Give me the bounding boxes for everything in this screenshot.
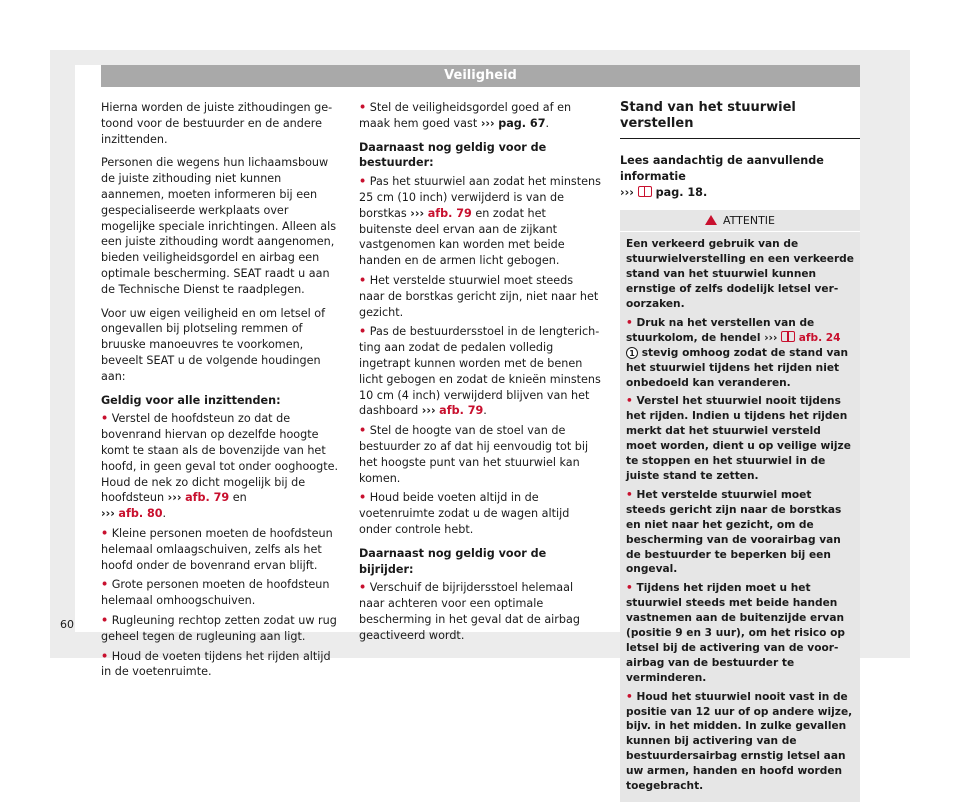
warning-header — [620, 210, 860, 232]
additional-info-note: Lees aandachtig de aanvullende informatie ››› pag. 18. — [620, 154, 824, 199]
bullet-icon: • — [626, 582, 633, 595]
bullet-icon: • — [626, 488, 633, 501]
bullet-icon: • — [359, 491, 367, 505]
subheading: Daarnaast nog geldig voor de bestuurder: — [359, 140, 547, 170]
bullet-icon: • — [359, 581, 367, 595]
reference-arrow-icon: ››› — [764, 331, 778, 344]
section-header: Veiligheid — [101, 65, 860, 87]
figure-link[interactable]: afb. 79 — [427, 206, 472, 220]
paragraph: Personen die wegens hun lichaamsbouw de juiste zithouding niet kunnen aannemen, moeten informeren bij een gespecialiseerde werkplaats over mogelijke speciale inrichtingen. Alleen als een juiste zithouding wordt aangenomen, bieden veiligheidsgordel en airbag een optimale bescherming. SEAT raadt u aan de Technische Dienst te raadplegen. — [101, 156, 337, 296]
page-number: 60 — [60, 618, 74, 631]
bullet-item: • Houd beide voeten altijd in de voetenruimte zodat u de wagen altijd onder controle hebt. — [359, 491, 570, 536]
bullet-item: • Pas de bestuurdersstoel in de lengterichting aan zodat de pedalen volledig ingetrapt kunnen worden met de benen licht gebogen en zodat de knieën minstens 10 cm (4 inch) verwijderd blijven van het dashboard ››› afb. 79. — [359, 325, 601, 418]
bullet-item: • Kleine personen moeten de hoofdsteun helemaal omlaagschuiven, zelfs als het hoofd onder de bovenrand ervan blijft. — [101, 526, 333, 572]
reference-arrow-icon: ››› — [410, 206, 425, 220]
subheading: Daarnaast nog geldig voor de bijrijder: — [359, 546, 547, 576]
warning-bullet: • Houd het stuurwiel nooit vast in de positie van 12 uur of op andere wijze, bijv. in het midden. In zulke gevallen kunnen bij activering van de bestuurdersairbag ernstig letsel aan uw armen, handen en hoofd worden toegebracht. — [626, 690, 853, 793]
warning-label: ATTENTIE — [722, 214, 775, 228]
bullet-icon: • — [626, 395, 633, 408]
warning-paragraph: Een verkeerd gebruik van de stuurwielverstelling en een verkeerde stand van het stuurwiel kunnen ernstige of zelfs dodelijk letsel veroorzaken. — [626, 238, 854, 311]
bullet-icon: • — [626, 690, 633, 703]
page-link[interactable]: pag. 18 — [655, 185, 703, 199]
reference-arrow-icon: ››› — [421, 404, 436, 418]
bullet-icon: • — [101, 412, 109, 426]
reference-arrow-icon: ››› — [480, 116, 495, 130]
figure-link[interactable]: afb. 80 — [118, 507, 163, 521]
bullet-item: • Verschuif de bijrijdersstoel helemaal naar achteren voor een optimale bescherming in het geval dat de airbag geactiveerd wordt. — [359, 581, 580, 642]
reference-arrow-icon: ››› — [101, 507, 115, 521]
warning-bullet: • Druk na het verstellen van de stuurkolom, de hendel ››› afb. 24 1 stevig omhoog zodat de stand van het stuurwiel tijdens het rijden niet onbedoeld kan veranderen. — [626, 316, 849, 389]
bullet-icon: • — [359, 175, 367, 189]
page-link[interactable]: pag. 67 — [498, 116, 546, 130]
book-icon — [781, 331, 795, 342]
figure-link[interactable]: afb. 79 — [439, 404, 484, 418]
column-3 — [620, 100, 860, 802]
warning-body — [620, 232, 860, 802]
section-title: Stand van het stuurwiel verstellen — [620, 100, 860, 139]
warning-bullet: • Tijdens het rijden moet u het stuurwiel steeds met beide handen vastnemen aan de buitenzijde ervan (positie 9 en 3 uur), om het risico op letsel bij de activering van de voorairbag van de bestuurder te verminderen. — [626, 582, 845, 684]
bullet-icon: • — [101, 613, 109, 627]
bullet-icon: • — [101, 578, 109, 592]
column-1 — [101, 100, 343, 688]
bullet-item: • Verstel de hoofdsteun zo dat de bovenrand hiervan op dezelfde hoogte komt te staan als de bovenzijde van het hoofd, in geen geval tot onder ooghoogte. Houd de nek zo dicht mogelijk bij de hoofdsteun ››› afb. 79 en ››› afb. 80. — [101, 412, 339, 521]
reference-arrow-icon: ››› — [167, 491, 182, 505]
bullet-icon: • — [359, 273, 367, 287]
bullet-icon: • — [101, 649, 109, 663]
warning-triangle-icon — [705, 215, 717, 225]
bullet-icon: • — [359, 325, 367, 339]
bullet-item: • Rugleuning rechtop zetten zodat uw rug geheel tegen de rugleuning aan ligt. — [101, 613, 337, 643]
bullet-item: • Grote personen moeten de hoofdsteun helemaal omhoogschuiven. — [101, 578, 330, 608]
figure-link[interactable]: afb. 79 — [185, 491, 230, 505]
paragraph: Voor uw eigen veiligheid en om letsel of ongevallen bij plotseling remmen of bruuske manoeuvres te voorkomen, beveelt SEAT u de volgende houdingen aan: — [101, 306, 326, 383]
callout-number: 1 — [626, 347, 638, 359]
bullet-icon: • — [626, 316, 633, 329]
bullet-item: • Houd de voeten tijdens het rijden altijd in de voetenruimte. — [101, 649, 331, 679]
column-2 — [359, 100, 601, 652]
bullet-icon: • — [359, 424, 367, 438]
reference-arrow-icon: ››› — [620, 185, 634, 199]
paragraph: Hierna worden de juiste zithoudingen getoond voor de bestuurder en de andere inzittenden. — [101, 101, 333, 146]
bullet-item: • Het verstelde stuurwiel moet steeds naar de borstkas gericht zijn, niet naar het gezicht. — [359, 273, 599, 319]
warning-bullet: • Verstel het stuurwiel nooit tijdens het rijden. Indien u tijdens het rijden merkt dat het stuurwiel versteld moet worden, dient u op veilige wijze te stoppen en het stuurwiel in de juiste stand te zetten. — [626, 395, 851, 482]
subheading: Geldig voor alle inzittenden: — [101, 393, 281, 407]
warning-box — [620, 210, 860, 802]
bullet-item: • Pas het stuurwiel aan zodat het minstens 25 cm (10 inch) verwijderd is van de borstkas ››› afb. 79 en zodat het buitenste deel ervan aan de zijkant vastgenomen kan worden met beide handen en de armen licht gebogen. — [359, 175, 601, 268]
figure-link[interactable]: afb. 24 — [798, 331, 841, 344]
bullet-icon: • — [359, 101, 367, 114]
warning-bullet: • Het verstelde stuurwiel moet steeds gericht zijn naar de borstkas en niet naar het gezicht, om de bescherming van de voorairbag van de bestuurder te beperken bij een ongeval. — [626, 488, 842, 576]
bullet-icon: • — [101, 526, 109, 540]
bullet-item: • Stel de veiligheidsgordel goed af en maak hem goed vast ››› pag. 67. — [359, 101, 572, 130]
bullet-item: • Stel de hoogte van de stoel van de bestuurder zo af dat hij eenvoudig tot bij het hoogste punt van het stuurwiel kan komen. — [359, 424, 589, 485]
book-icon — [638, 186, 652, 197]
